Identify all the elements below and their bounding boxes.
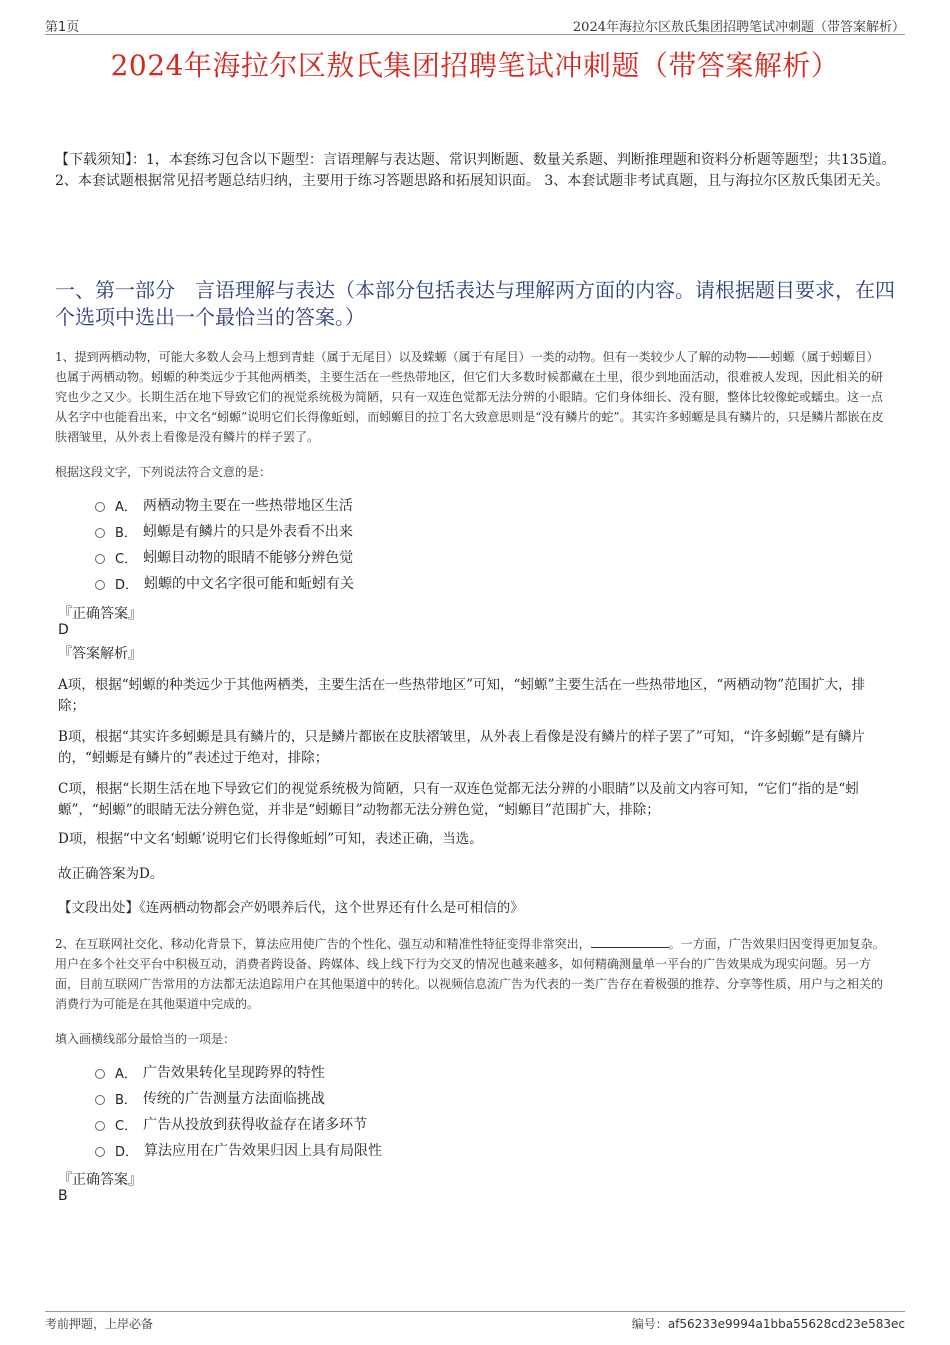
document-title: 2024年海拉尔区敖氏集团招聘笔试冲刺题（带答案解析） bbox=[110, 49, 840, 82]
option-text: 算法应用在广告效果归因上具有局限性 bbox=[144, 1143, 383, 1159]
radio-icon[interactable] bbox=[95, 1147, 105, 1157]
option-letter: A． bbox=[115, 1066, 137, 1082]
footer-slogan: 考前押题，上岸必备 bbox=[45, 1317, 154, 1331]
option-text: 蚓螈是有鳞片的只是外表看不出来 bbox=[142, 524, 353, 540]
page-number: 第1页 bbox=[45, 20, 80, 35]
question-1-prompt: 根据这段文字，下列说法符合文意的是： bbox=[55, 465, 272, 479]
question-1-option-d[interactable] bbox=[95, 570, 795, 596]
question-2-option-b[interactable] bbox=[95, 1085, 795, 1111]
question-1-option-c[interactable] bbox=[95, 544, 795, 570]
analysis-b: B项，根据“其实许多蚓螈是具有鳞片的，只是鳞片都嵌在皮肤褶皱里，从外表上看像是没有鳞片的样子罢了”可知，“许多蚓螈”是有鳞片的，“蚓螈是有鳞片的”表述过于绝对，排除； bbox=[58, 729, 866, 766]
option-text: 蚓螈目动物的眼睛不能够分辨色觉 bbox=[143, 550, 354, 566]
question-2-text-after: 。一方面，广告效果归因变得更加复杂。用户在多个社交平台中积极互动，消费者跨设备、跨媒体、线上线下行为交叉的情况也越来越多，如何精确测量单一平台的广告效果成为现实问题。另一方面，目前互联网广告常用的方法都无法追踪用户在其他渠道中的转化。以视频信息流广告为代表的一类广告存在着极强的推荐、分享等性质，用户与之相关的消费行为可能是在其他渠道中完成的。 bbox=[55, 937, 885, 1011]
footer-code-label: 编号： bbox=[631, 1317, 668, 1331]
option-letter: C． bbox=[115, 551, 138, 567]
radio-icon[interactable] bbox=[95, 1095, 105, 1105]
fill-blank bbox=[591, 935, 669, 948]
option-letter: D． bbox=[115, 1144, 139, 1160]
analysis-d: D项，根据“中文名‘蚓螈’说明它们长得像蚯蚓”可知，表述正确，当选。 bbox=[58, 831, 483, 847]
question-1-answer-label: 『正确答案』 bbox=[58, 606, 142, 622]
option-letter: A． bbox=[115, 499, 137, 515]
option-text: 广告从投放到获得收益存在诸多环节 bbox=[143, 1117, 368, 1133]
question-2-text bbox=[55, 934, 890, 1014]
option-text: 广告效果转化呈现跨界的特性 bbox=[142, 1065, 325, 1081]
radio-icon[interactable] bbox=[95, 502, 105, 512]
question-2-text-before: 2、在互联网社交化、移动化背景下，算法应用使广告的个性化、强互动和精准性特征变得非常突出， bbox=[55, 937, 591, 951]
question-1-option-a[interactable] bbox=[95, 492, 795, 518]
question-2-answer: B bbox=[58, 1188, 68, 1204]
option-letter: D． bbox=[115, 577, 139, 593]
radio-icon[interactable] bbox=[95, 580, 105, 590]
option-letter: C． bbox=[115, 1118, 138, 1134]
page-header bbox=[45, 14, 905, 35]
footer-code-value: af56233e9994a1bba55628cd23e583ec bbox=[667, 1317, 905, 1331]
option-letter: B． bbox=[115, 1092, 137, 1108]
analysis-c: C项，根据“长期生活在地下导致它们的视觉系统极为简陋，只有一双连色觉都无法分辨的小眼睛”以及前文内容可知，“它们”指的是“蚓螈”，“蚓螈”的眼睛无法分辨色觉，并非是“蚓螈目”动物都无法分辨色觉，“蚓螈目”范围扩大，排除； bbox=[58, 781, 859, 818]
question-2-options bbox=[95, 1059, 795, 1163]
analysis-a: A项，根据“蚓螈的种类远少于其他两栖类，主要生活在一些热带地区”可知，“蚓螈”主要生活在一些热带地区，“两栖动物”范围扩大，排除； bbox=[58, 677, 866, 714]
question-2-prompt: 填入画横线部分最恰当的一项是： bbox=[55, 1032, 236, 1046]
header-title: 2024年海拉尔区敖氏集团招聘笔试冲刺题（带答案解析） bbox=[572, 20, 905, 35]
question-1-text: 1、提到两栖动物，可能大多数人会马上想到青蛙（属于无尾目）以及蝾螈（属于有尾目）一类的动物。但有一类较少人了解的动物——蚓螈（属于蚓螈目）也属于两栖动物。蚓螈的种类远少于其他两栖类，主要生活在一些热带地区，但它们大多数时候都藏在土里，很少到地面活动，很难被人发现，因此相关的研究也少之又少。长期生活在地下导致它们的视觉系统极为简陋，只有一双连色觉都无法分辨的小眼睛。它们身体细长、没有腿，整体比较像蛇或蠕虫。这一点从名字中也能看出来，中文名“蚓螈”说明它们长得像蚯蚓，而蚓螈目的拉丁名大致意思则是“没有鳞片的蛇”。其实许多蚓螈是具有鳞片的，只是鳞片都嵌在皮肤褶皱里，从外表上看像是没有鳞片的样子罢了。 bbox=[55, 350, 884, 444]
radio-icon[interactable] bbox=[95, 528, 105, 538]
option-text: 蚓螈的中文名字很可能和蚯蚓有关 bbox=[144, 576, 355, 592]
question-1-analysis-label: 『答案解析』 bbox=[58, 646, 142, 662]
question-2-answer-label: 『正确答案』 bbox=[58, 1172, 142, 1188]
radio-icon[interactable] bbox=[95, 1121, 105, 1131]
question-2-option-a[interactable] bbox=[95, 1059, 795, 1085]
question-2-option-d[interactable] bbox=[95, 1137, 795, 1163]
analysis-conclusion: 故正确答案为D。 bbox=[58, 866, 164, 882]
option-letter: B． bbox=[115, 525, 137, 541]
section-heading: 一、第一部分 言语理解与表达（本部分包括表达与理解两方面的内容。请根据题目要求，在四个选项中选出一个最恰当的答案。） bbox=[55, 278, 895, 329]
option-text: 两栖动物主要在一些热带地区生活 bbox=[142, 498, 353, 514]
footer-code bbox=[632, 1315, 905, 1332]
radio-icon[interactable] bbox=[95, 554, 105, 564]
page-footer bbox=[45, 1311, 905, 1332]
question-1-option-b[interactable] bbox=[95, 518, 795, 544]
option-text: 传统的广告测量方法面临挑战 bbox=[142, 1091, 325, 1107]
radio-icon[interactable] bbox=[95, 1069, 105, 1079]
question-2-option-c[interactable] bbox=[95, 1111, 795, 1137]
analysis-source: 【文段出处】《连两栖动物都会产奶喂养后代，这个世界还有什么是可相信的》 bbox=[58, 900, 524, 916]
question-1-answer: D bbox=[58, 622, 69, 638]
download-notice: 【下载须知】：1，本套练习包含以下题型：言语理解与表达题、常识判断题、数量关系题、判断推理题和资料分析题等题型；共135道。 2、本套试题根据常见招考题总结归纳，主要用于练习答题思路和拓展知识面。 3、本套试题非考试真题，且与海拉尔区敖氏集团无关。 bbox=[55, 152, 896, 189]
question-1-options bbox=[95, 492, 795, 596]
